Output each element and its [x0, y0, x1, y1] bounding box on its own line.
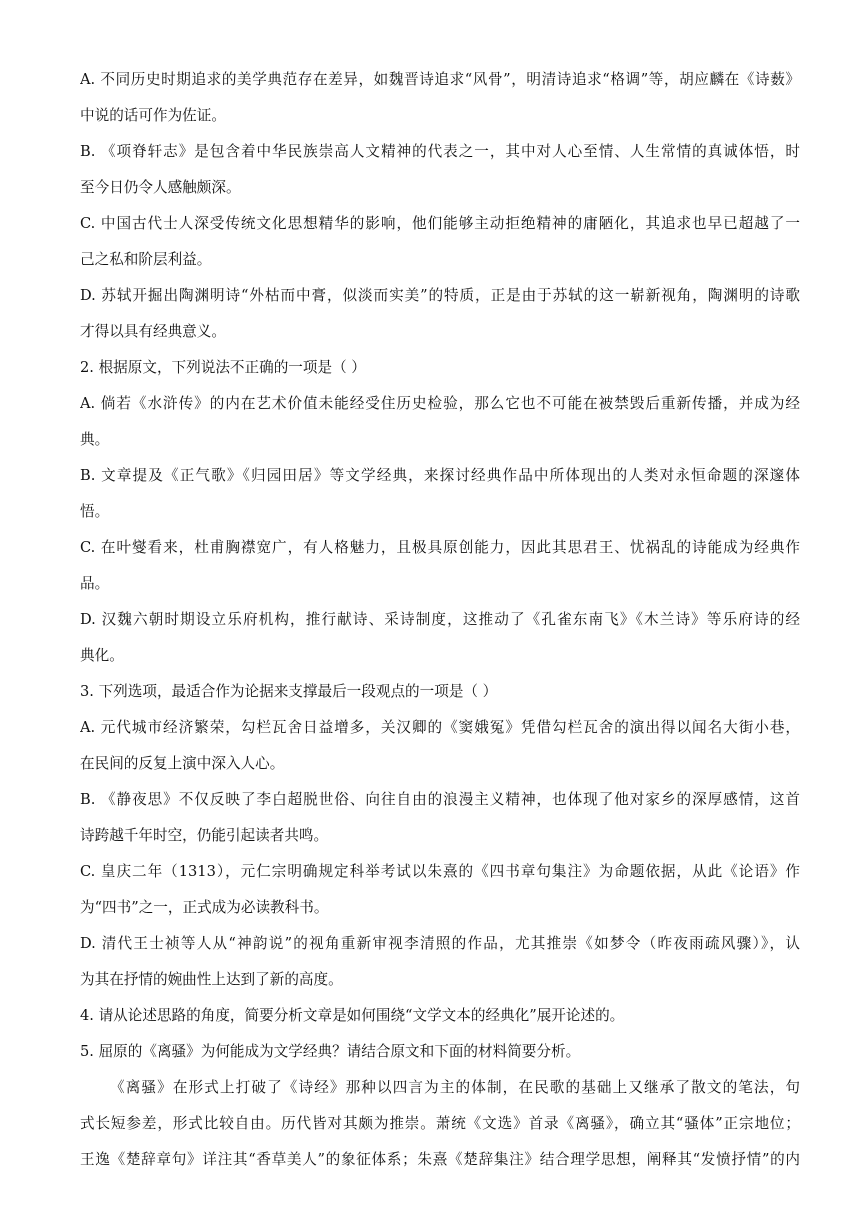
question-2: 2. 根据原文，下列说法不正确的一项是（ ）	[80, 359, 366, 376]
text-line: 典。	[80, 431, 110, 448]
text-line: A. 倘若《水浒传》的内在艺术价值未能经受住历史检验，那么它也不可能在被禁毁后重新传播，并成为经	[80, 395, 800, 412]
text-line: B. 文章提及《正气歌》《归园田居》等文学经典，来探讨经典作品中所体现出的人类对永恒命题的深邃体	[80, 467, 800, 484]
text-line: C. 在叶燮看来，杜甫胸襟宽广，有人格魅力，且极具原创能力，因此其思君王、忧祸乱的诗能成为经典作	[80, 539, 800, 556]
text-line: 为“四书”之一，正式成为必读教科书。	[80, 899, 329, 916]
text-line: 在民间的反复上演中深入人心。	[80, 755, 285, 772]
text-line: 典化。	[80, 647, 124, 664]
text-line: 品。	[80, 575, 110, 592]
text-line: 中说的话可作为佐证。	[80, 107, 226, 124]
text-line: B. 《项脊轩志》是包含着中华民族崇高人文精神的代表之一，其中对人心至情、人生常情的真诚体悟，时	[80, 143, 800, 160]
text-line: 才得以具有经典意义。	[80, 323, 226, 340]
text-line: 至今日仍令人感触颇深。	[80, 179, 241, 196]
text-line: 为其在抒情的婉曲性上达到了新的高度。	[80, 971, 343, 988]
text-line: A. 元代城市经济繁荣，勾栏瓦舍日益增多，关汉卿的《窦娥冤》凭借勾栏瓦舍的演出得以闻名大街小巷，	[80, 719, 800, 736]
question-4: 4. 请从论述思路的角度，简要分析文章是如何围绕“文学文本的经典化”展开论述的。	[80, 1007, 625, 1024]
text-line: C. 中国古代士人深受传统文化思想精华的影响，他们能够主动拒绝精神的庸陋化，其追求也早已超越了一	[80, 215, 800, 232]
material-line: 王逸《楚辞章句》详注其“香草美人”的象征体系；朱熹《楚辞集注》结合理学思想，阐释其“发愤抒情”的内	[80, 1151, 800, 1168]
text-line: D. 清代王士祯等人从“神韵说”的视角重新审视李清照的作品，尤其推崇《如梦令（昨夜雨疏风骤）》，认	[80, 935, 800, 952]
material-line: 《离骚》在形式上打破了《诗经》那种以四言为主的体制，在民歌的基础上又继承了散文的笔法，句	[110, 1079, 800, 1096]
text-line: A. 不同历史时期追求的美学典范存在差异，如魏晋诗追求“风骨”，明清诗追求“格调”等，胡应麟在《诗薮》	[80, 71, 800, 88]
question-3: 3. 下列选项，最适合作为论据来支撑最后一段观点的一项是（ ）	[80, 683, 498, 700]
text-line: 己之私和阶层利益。	[80, 251, 212, 268]
text-line: 诗跨越千年时空，仍能引起读者共鸣。	[80, 827, 329, 844]
text-line: D. 苏轼开掘出陶渊明诗“外枯而中膏，似淡而实美”的特质，正是由于苏轼的这一崭新视角，陶渊明的诗歌	[80, 287, 800, 304]
text-line: 悟。	[80, 503, 110, 520]
material-line: 式长短参差，形式比较自由。历代皆对其颇为推崇。萧统《文选》首录《离骚》，确立其“骚体”正宗地位；	[80, 1115, 800, 1132]
text-line: B. 《静夜思》不仅反映了李白超脱世俗、向往自由的浪漫主义精神，也体现了他对家乡的深厚感情，这首	[80, 791, 800, 808]
question-5: 5. 屈原的《离骚》为何能成为文学经典？请结合原文和下面的材料简要分析。	[80, 1043, 581, 1060]
text-line: D. 汉魏六朝时期设立乐府机构，推行献诗、采诗制度，这推动了《孔雀东南飞》《木兰诗》等乐府诗的经	[80, 611, 800, 628]
text-line: C. 皇庆二年（1313），元仁宗明确规定科举考试以朱熹的《四书章句集注》为命题依据，从此《论语》作	[80, 863, 800, 880]
